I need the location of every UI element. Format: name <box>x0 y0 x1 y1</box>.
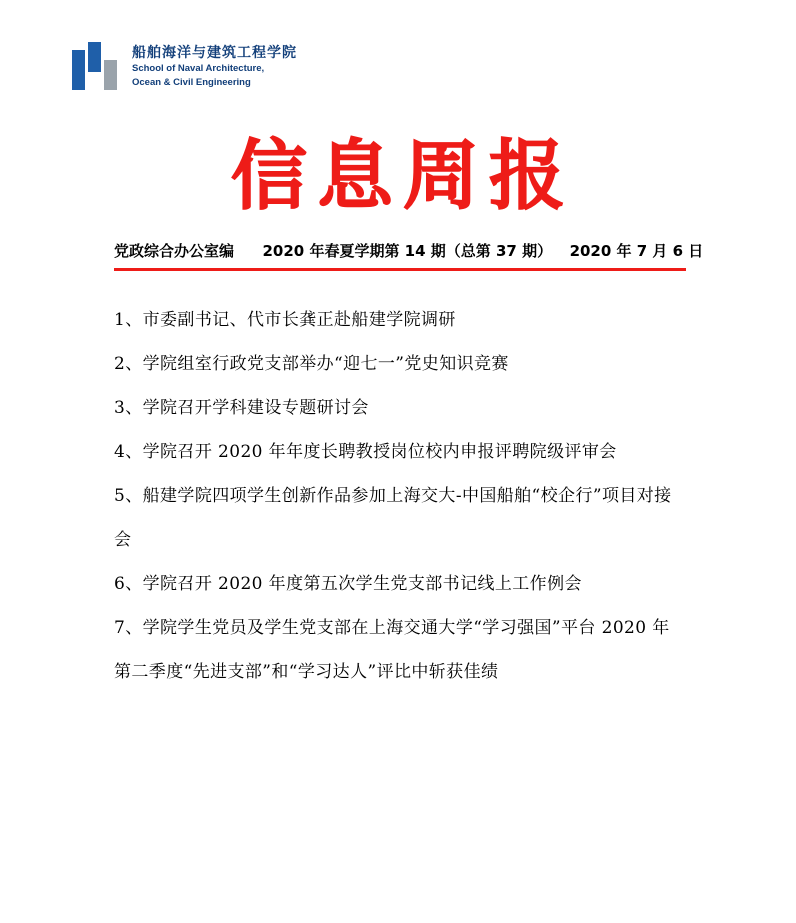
logo-english-line-2: Ocean & Civil Engineering <box>132 77 251 88</box>
list-item: 6、学院召开 2020 年度第五次学生党支部书记线上工作例会 <box>114 574 582 594</box>
list-item: 1、市委副书记、代市长龚正赴船建学院调研 <box>114 310 456 330</box>
issue-term: 2020 年春夏学期第 14 期（总第 37 期） <box>262 242 553 260</box>
list-item: 7、学院学生党员及学生党支部在上海交通大学“学习强国”平台 2020 年第二季度“先进支部”和“学习达人”评比中斩获佳绩 <box>114 618 670 682</box>
logo-notch <box>88 72 101 90</box>
issue-editor: 党政综合办公室编 <box>114 242 235 260</box>
masthead-title: 信息周报 <box>231 131 575 220</box>
logo-bar-middle <box>88 42 101 72</box>
institution-logo <box>72 42 297 90</box>
logo-english-line-1: School of Naval Architecture, <box>132 63 265 74</box>
logo-bar-left <box>72 50 85 90</box>
masthead-divider <box>114 268 686 271</box>
logo-chinese-name: 船舶海洋与建筑工程学院 <box>132 44 297 60</box>
logo-wordmark <box>132 42 297 89</box>
list-item: 2、学院组室行政党支部举办“迎七一”党史知识竞赛 <box>114 354 509 374</box>
list-item: 4、学院召开 2020 年年度长聘教授岗位校内申报评聘院级评审会 <box>114 442 617 462</box>
issue-info-line <box>114 240 704 261</box>
headline-list <box>114 298 694 694</box>
logo-bar-right <box>104 60 117 90</box>
list-item: 5、船建学院四项学生创新作品参加上海交大-中国船舶“校企行”项目对接会 <box>114 486 672 550</box>
logo-mark-icon <box>72 42 120 90</box>
list-item: 3、学院召开学科建设专题研讨会 <box>114 398 369 418</box>
issue-date: 2020 年 7 月 6 日 <box>569 242 704 260</box>
